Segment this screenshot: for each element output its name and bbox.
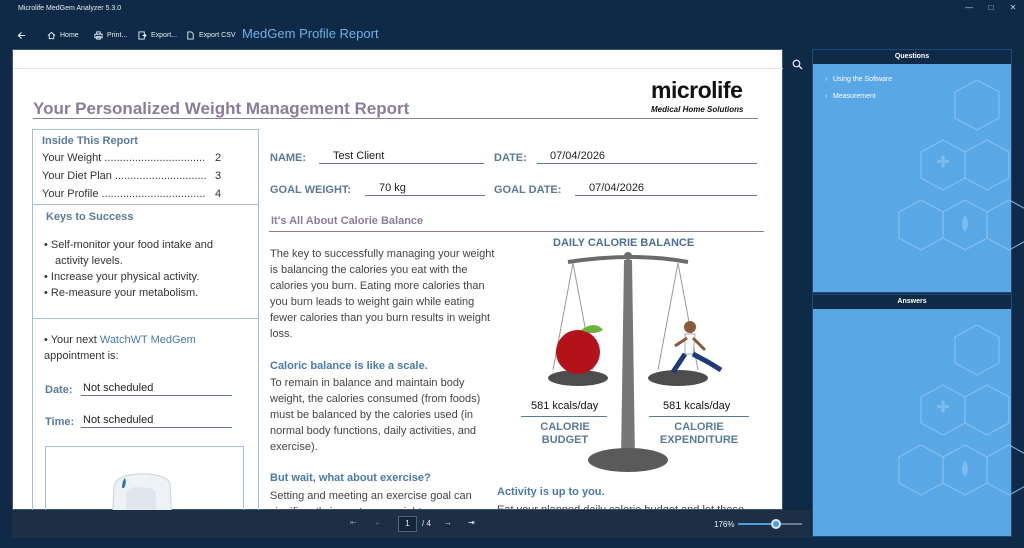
scale-base [588,448,668,472]
paragraph-intro: The key to successfully managing your weight is balancing the calories you eat with the calories you burn. Eating more calories than you burn leads to weight gain while eating fewer calories than you burn results in weight loss. [270,248,495,340]
inside-item-weight: Your Weight ................................. [42,152,206,164]
close-icon[interactable]: ✕ [1009,3,1017,12]
expenditure-caption-line2: EXPENDITURE [659,434,739,446]
logo-tagline: Medical Home Solutions [651,105,744,114]
last-page-icon[interactable]: ⇥ [468,518,475,527]
inside-item-diet: Your Diet Plan .............................. [42,170,207,182]
report-page [13,50,784,511]
keys-bullet-3: • Re-measure your metabolism. [44,287,199,299]
date-value: 07/04/2026 [550,150,606,162]
zoom-slider-track[interactable] [738,523,802,525]
expenditure-rule [649,416,749,417]
chevron-right-icon: › [825,93,828,100]
first-page-icon[interactable]: ⇤ [350,518,357,527]
report-viewer[interactable] [12,49,783,510]
keys-bullet-1b: activity levels. [55,255,123,267]
home-button[interactable] [47,28,79,42]
next-page-icon[interactable]: → [444,518,452,527]
search-rail [783,49,812,510]
apple-icon [556,330,600,374]
date-label: DATE: [494,152,527,164]
search-icon[interactable] [792,59,803,70]
appt-time-line [81,427,232,428]
pager-bar [12,510,811,538]
question-label: Using the Software [833,76,893,83]
goal-date-line [575,195,757,196]
answers-title: Answers [813,295,1011,309]
keys-bullet-2: • Increase your physical activity. [44,271,200,283]
name-line [319,163,484,164]
prev-page-icon[interactable]: ← [374,518,382,527]
name-label: NAME: [270,152,307,164]
export-icon [138,31,147,40]
appt-date-label: Date: [45,384,73,396]
section-title: It's All About Calorie Balance [271,215,424,227]
watchwt-link: WatchWT MedGem [99,334,196,346]
questions-panel [812,49,1012,293]
page-number-input[interactable]: 1 [398,516,417,532]
appt-date-line [81,395,232,396]
runner-shirt [685,334,695,354]
scale-pan-right [648,370,708,386]
export-csv-button[interactable] [186,28,236,42]
subhead-scale: Caloric balance is like a scale. [270,360,428,372]
back-arrow-icon [17,31,26,40]
inside-report-title: Inside This Report [42,135,138,147]
subhead-activity: Activity is up to you. [497,486,605,498]
goal-date-label: GOAL DATE: [494,184,562,196]
inside-item-diet-page: 3 [215,170,222,182]
budget-caption [525,421,605,447]
microlife-logo: microlife [651,77,743,103]
question-using-software[interactable] [825,76,892,83]
hexagon-pattern [903,70,1013,294]
expenditure-caption [649,421,749,447]
inside-item-weight-page: 2 [215,152,222,164]
appt-time-label: Time: [45,416,75,428]
goal-weight-value: 70 kg [379,182,406,194]
appt-date-value: Not scheduled [83,382,154,394]
appt-time-value: Not scheduled [83,414,154,426]
page-total: / 4 [422,519,431,528]
zoom-slider-thumb[interactable] [771,519,781,529]
export-button[interactable] [138,28,177,42]
title-rule [33,118,758,119]
zoom-level: 176% [714,520,735,529]
maximize-icon[interactable]: □ [988,3,994,12]
scale-string-right-a [658,263,678,370]
appointment-line-2: appointment is: [44,350,119,362]
subhead-exercise: But wait, what about exercise? [270,472,431,484]
home-icon [47,31,56,40]
export-label: Export... [151,31,178,39]
title-bar [0,0,1024,18]
name-value: Test Client [333,150,385,162]
answers-panel [812,294,1012,537]
toolbar [0,18,1024,49]
expenditure-caption-line1: CALORIE [674,421,724,433]
scale-knob [624,252,632,260]
printer-icon [94,31,103,40]
section-rule [269,231,764,232]
expenditure-kcal: 581 kcals/day [663,400,731,412]
appointment-line-1 [44,332,196,348]
print-label: Print... [107,31,128,39]
paragraph-exercise: Setting and meeting an exercise goal can [270,490,472,502]
chevron-right-icon: › [825,76,828,83]
question-label: Measurement [833,93,876,100]
page-title: MedGem Profile Report [242,26,379,41]
questions-title: Questions [813,50,1011,64]
back-button[interactable] [17,28,26,42]
report-title: Your Personalized Weight Management Report [33,99,410,118]
minimize-icon[interactable]: — [965,3,973,12]
balance-title: DAILY CALORIE BALANCE [553,237,695,249]
budget-rule [521,416,607,417]
document-icon [186,31,195,40]
page-top-rule [13,68,784,69]
goal-weight-line [365,195,485,196]
export-csv-label: Export CSV [199,31,236,39]
question-measurement[interactable] [825,93,876,100]
runner-head [684,321,696,333]
keys-title: Keys to Success [46,211,134,223]
hexagon-pattern [903,309,1013,537]
inside-item-profile-page: 4 [215,188,222,200]
paragraph-scale: To remain in balance and maintain body weight, the calories consumed (from foods) must be balanced by the calories used (in normal body functions, daily activities, and exercise). [270,377,481,453]
date-line [537,163,757,164]
budget-caption-line2: BUDGET [541,434,589,446]
window-title: Microlife MedGem Analyzer 5.3.0 [18,5,122,12]
goal-date-value: 07/04/2026 [589,182,645,194]
budget-kcal: 581 kcals/day [531,400,599,412]
home-label: Home [60,31,79,39]
print-button[interactable] [94,28,127,42]
budget-caption-line1: CALORIE [540,421,590,433]
goal-weight-label: GOAL WEIGHT: [270,184,352,196]
inside-item-profile: Your Profile .................................. [42,188,206,200]
appointment-text: • Your next [44,334,100,346]
keys-bullet-1: • Self-monitor your food intake and [44,239,213,251]
scale-pillar [621,260,635,460]
